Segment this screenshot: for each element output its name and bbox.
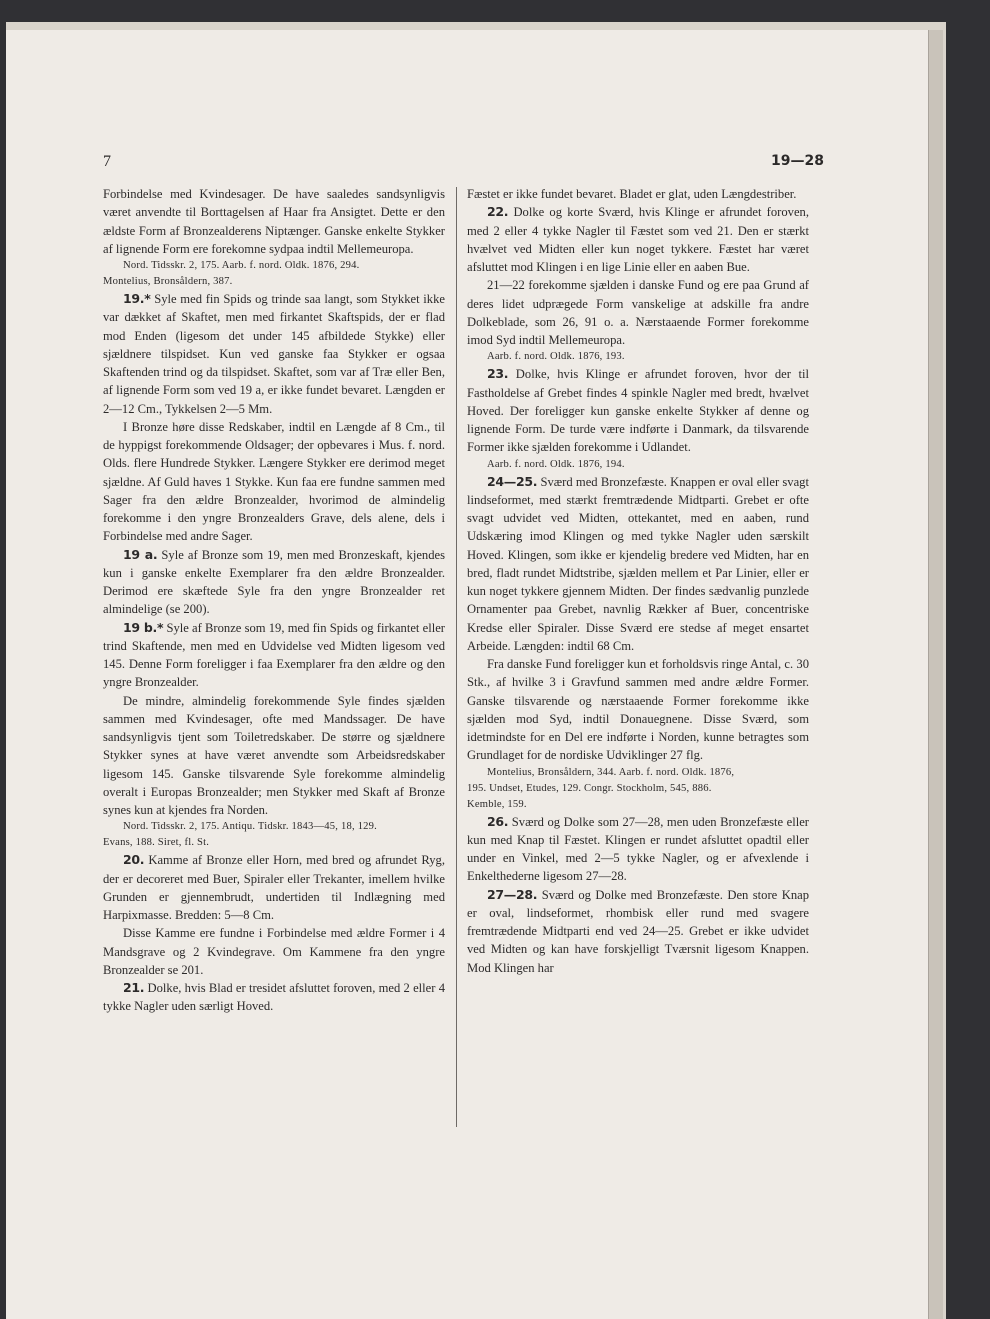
catalog-entry (467, 473, 809, 656)
entry-text: Sværd og Dolke som 27—28, men uden Bronzefæste eller kun med Knap til Fæstet. Klingen er rundet afsluttet opadtil eller under en Vinkel, med 2—5 tykke Nagler, og er afvexlende i Enkelthederne ligesom 27—28. (467, 814, 809, 884)
body-paragraph: Fæstet er ikke fundet bevaret. Bladet er glat, uden Længdestriber. (467, 187, 797, 201)
body-paragraph: De mindre, almindelig forekommende Syle findes sjælden sammen med Kvindesager, ofte med Mandssager. De have sandsynligvis tjent som Toiletredskaber. De større og sjældnere Stykker synes at have været anvendte som Arbeidsredskaber ligesom 145. Ganske tilsvarende Syle forekomme almindelig overalt i Europas Bronzealder; men Stykker med Skaft af Bronze synes kun at kjendes fra Norden. (103, 693, 445, 817)
right-text-column (467, 185, 809, 977)
catalog-entry (467, 365, 809, 456)
body-paragraph: Fra danske Fund foreligger kun et forholdsvis ringe Antal, c. 30 Stk., af hvilke 3 i Gravfund sammen med andre ældre Former. Ganske tilsvarende og nærstaaende Former forekomme ikke sjælden mod Syd, indtil Donauegnene. Disse Sværd, som idetmindste for en Del ere indførte i Norden, kunne betragtes som Grundlaget for de nordiske Udviklinger 27 flg. (467, 657, 809, 763)
bibliographic-reference: Evans, 188. Siret, fl. St. (103, 837, 210, 849)
entry-text: Sværd og Dolke med Bronzefæste. Den store Knap er oval, lindseformet, rhombisk eller rund med svagere fremtrædende Midtparti end ved 24—25. Grebet er ikke udvidet ved Midten og kan have forskjelligt Tværsnit ligesom Knappen. Mod Klingen har (467, 887, 810, 975)
page-number: 7 (103, 153, 111, 170)
catalog-entry (467, 203, 809, 276)
body-paragraph: Forbindelse med Kvindesager. De have saaledes sandsynligvis været anvendte til Borttagelsen af Haar fra Ansigtet. Dette er den ældste Form af Bronzealderens Niptænger. Ganske enkelte Stykker af lignende Form ere forekomne sydpaa indtil Mellemeuropa. (103, 187, 445, 256)
entry-number: 20. (123, 852, 145, 868)
bibliographic-reference: Nord. Tidsskr. 2, 175. Antiqu. Tidskr. 1843—45, 18, 129. (123, 821, 378, 833)
body-paragraph: Disse Kamme ere fundne i Forbindelse med ældre Former i 4 Mandsgrave og 2 Kvindegrave. Om Kammene fra den yngre Bronzealder se 201. (103, 926, 445, 977)
catalog-entry (103, 979, 445, 1016)
entry-text: Syle af Bronze som 19, med fin Spids og firkantet eller trind Skaftende, men med en Udvidelse ved Midten ligesom ved 145. Denne Form foreligger i faa Exemplarer fra den ældre og den yngre Bronzealder. (103, 620, 445, 690)
entry-number: 23. (487, 366, 509, 382)
bibliographic-reference: Montelius, Bronsåldern, 387. (103, 276, 233, 287)
left-text-column (103, 185, 445, 1016)
entry-number: 19 b.* (123, 619, 164, 635)
bibliographic-reference: 195. Undset, Etudes, 129. Congr. Stockholm, 545, 886. (467, 782, 712, 794)
entry-number: 19 a. (123, 546, 158, 562)
entry-number: 26. (487, 813, 509, 829)
bibliographic-reference: Montelius, Bronsåldern, 344. Aarb. f. nord. Oldk. 1876, (487, 766, 735, 778)
bibliographic-reference: Aarb. f. nord. Oldk. 1876, 193. (487, 351, 625, 363)
body-paragraph: 21—22 forekomme sjælden i danske Fund og ere paa Grund af deres lidet udprægede Form vanskelige at adskille fra andre Dolkeblade, som 26, 91 o. a. Nærstaaende Former forekomme imod Syd indtil Mellemeuropa. (467, 278, 809, 347)
catalog-entry (467, 886, 809, 977)
entry-number: 27—28. (487, 886, 538, 902)
entry-number: 21. (123, 980, 145, 995)
entry-number: 22. (487, 204, 509, 220)
catalog-entry (103, 851, 445, 924)
entry-text: Dolke og korte Sværd, hvis Klinge er afrundet foroven, med 2 eller 4 tykke Nagler til Fæstet som ved 21. Den er stærkt hvælvet ved Midten eller kun noget tykkere. Fæstet har været afsluttet mod Klingen i en lige Linie eller en aaben Bue. (467, 205, 809, 274)
entry-text: Syle med fin Spids og trinde saa langt, som Stykket ikke var dækket af Skaftet, men med firkantet Skaftspids, der er flad mod Enden (ligesom det under 145 afbildede Stykke) eller sjældnere tilspidset. Kun ved ganske faa Stykker er ogsaa Skaftenden trind og da tilspidset. Skaftet, som var af Træ eller Ben, af lignende Form som ved 19 a, er ikke fundet bevaret. Længden er 2—12 Cm., Tykkelsen 2—5 Mm. (103, 292, 445, 416)
entry-text: Syle af Bronze som 19, men med Bronzeskaft, kjendes kun i ganske enkelte Exemplarer fra den ældre Bronzealder. Derimod ere skæftede Syle fra den yngre Bronzealder ret almindelige (se 200). (103, 547, 445, 617)
catalog-entry (103, 546, 445, 619)
page-stack-side (928, 30, 943, 1319)
entry-text: Dolke, hvis Blad er tresidet afsluttet foroven, med 2 eller 4 tykke Nagler uden særligt Hoved. (103, 981, 445, 1014)
bibliographic-reference: Nord. Tidsskr. 2, 175. Aarb. f. nord. Oldk. 1876, 294. (123, 260, 360, 271)
catalog-entry (103, 290, 445, 418)
entry-text: Sværd med Bronzefæste. Knappen er oval eller svagt lindseformet, med stærkt fremtrædende Midtparti. Grebet er ofte svagt udvidet ved Midten, ottekantet, med en aaben, rund Udskæring imod Klingen og med tykke Nagler uden særskilt Hoved. Klingen, som ikke er kjendelig bredere ved Midten, har en bred, fladt rundet Midtstribe, sjælden mellem et Par Linier, eller er kun noget tykkere gjennem Midten. Der findes sædvanlig punzlede Ornamenter paa Grebet, navnlig Rækker af Buer, concentriske Kredse eller Spiraler. Disse Sværd ere stedse af meget ensartet Arbeide. Længden: indtil 68 Cm. (467, 474, 809, 653)
catalog-entry (467, 813, 809, 886)
catalog-entry (103, 619, 445, 692)
bibliographic-reference: Kemble, 159. (467, 798, 527, 810)
entry-range-header: 19—28 (771, 153, 824, 169)
body-paragraph: I Bronze høre disse Redskaber, indtil en Længde af 8 Cm., til de hyppigst forekommende Oldsager; der opbevares i Mus. f. nord. Olds. flere Hundrede Stykker. Længere Stykker ere derimod meget sjældne. Af Guld haves 1 Stykke. Kun faa ere fundne sammen med Sager fra den ældre Bronzealder, hvorimod de almindelig forekomme i den yngre Bronzealders Grave, dels alene, dels i Forbindelse med andre Sager. (103, 419, 445, 544)
entry-text: Dolke, hvis Klinge er afrundet foroven, hvor der til Fastholdelse af Grebet findes 4 spinkle Nagler med bredt, hvælvet Hoved. Der foreligger kun ganske enkelte Stykker af denne og lignende Form. De turde være indførte i Danmark, da tilsvarende Former ikke sjælden forekomme i Udlandet. (467, 367, 809, 455)
entry-number: 19.* (123, 291, 151, 306)
column-divider (456, 187, 457, 1127)
bibliographic-reference: Aarb. f. nord. Oldk. 1876, 194. (487, 458, 625, 470)
entry-text: Kamme af Bronze eller Horn, med bred og afrundet Ryg, der er decoreret med Buer, Spiraler eller Trekanter, imellem hvilke Grunden er gjennembrudt, undertiden til Indlægning med Harpixmasse. Bredden: 5—8 Cm. (103, 853, 445, 922)
entry-number: 24—25. (487, 473, 538, 489)
